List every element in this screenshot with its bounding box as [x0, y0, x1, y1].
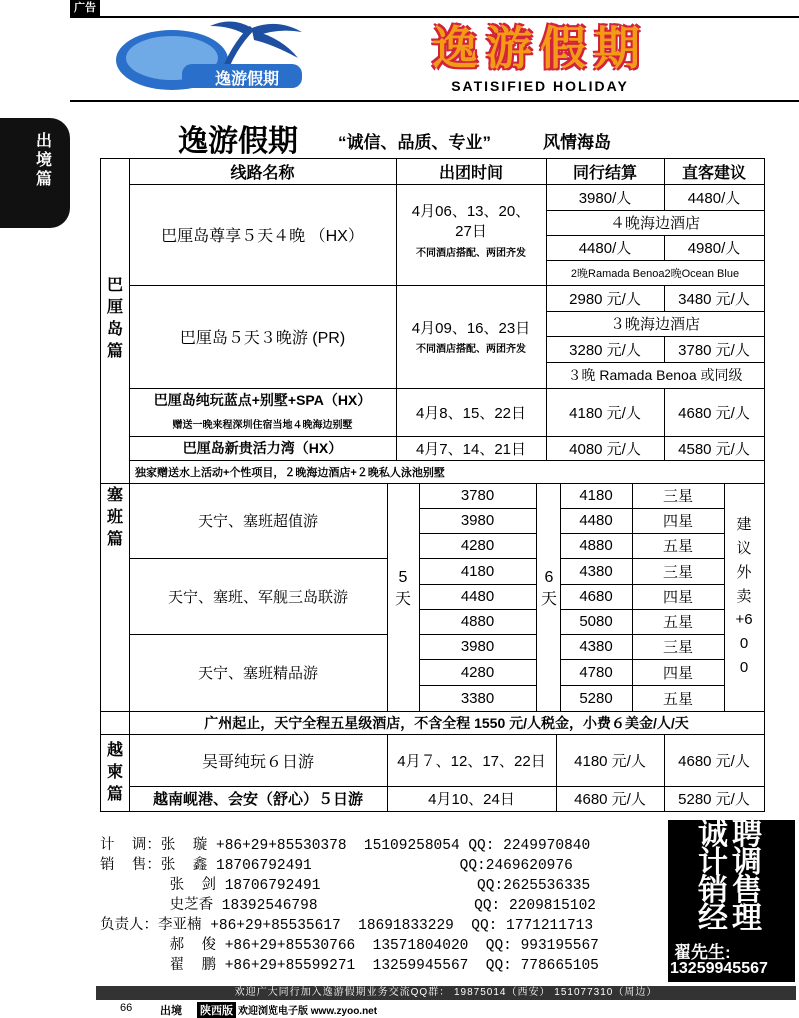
- saipan-price6: 5080: [579, 613, 613, 630]
- saipan-advice: 外: [736, 563, 752, 581]
- section-label-saipan: 塞班篇: [106, 487, 123, 548]
- saipan-price6: 5280: [579, 689, 613, 707]
- section-label-vietnam: 越柬篇: [106, 741, 123, 803]
- page-subtitle: 风情海岛: [543, 133, 611, 152]
- peer-vietnam-2: 4680 元/人: [574, 791, 646, 808]
- saipan-advice: 建: [736, 515, 752, 533]
- direct-bali-2a: 3480 元/人: [678, 290, 750, 308]
- peer-vietnam-1: 4180 元/人: [574, 752, 646, 770]
- logo-left: [112, 18, 312, 96]
- saipan-advice: 0: [739, 634, 749, 652]
- saipan-star: 三星: [662, 563, 693, 581]
- direct-vietnam-2: 5280 元/人: [678, 791, 750, 808]
- saipan-footnote: 广州起止，天宁全程五星级酒店，不含全程 1550 元/人税金，小费６美金/人/天: [204, 714, 689, 731]
- logo-right-en: SATISIFIED HOLIDAY: [451, 78, 629, 94]
- peer-bali-3: 4180 元/人: [569, 404, 641, 422]
- saipan-price6: 4380: [579, 638, 613, 655]
- section-tab: [0, 118, 70, 228]
- saipan-price5: 4280: [460, 663, 495, 681]
- contact-line: 计 调：张 璇 +86+29+85530378 15109258054 QQ: 2249970840: [100, 838, 591, 854]
- note-bali-1: 不同酒店搭配、两团齐发: [416, 247, 526, 259]
- saipan-six-day: 6天: [540, 569, 557, 608]
- note-bali-2: 不同酒店搭配、两团齐发: [416, 343, 526, 355]
- recruit-line: 计调: [698, 846, 766, 879]
- saipan-price5: 4280: [460, 537, 495, 554]
- saipan-advice: 卖: [736, 587, 752, 605]
- recruit-line: 诚聘: [698, 818, 766, 851]
- route-saipan-1: 天宁、塞班超值游: [197, 513, 318, 530]
- route-bali-3: 巴厘岛纯玩蓝点+别墅+SPA（HX）: [153, 392, 372, 408]
- logo-right-cn: 逸游假期: [432, 22, 648, 74]
- saipan-price5: 4480: [460, 588, 495, 605]
- ad-tag: 广告: [70, 0, 100, 16]
- section-tab-label: 出境篇: [36, 133, 53, 188]
- saipan-advice: +6: [735, 610, 753, 628]
- page-number: 66: [120, 1002, 133, 1014]
- saipan-price6: 4780: [579, 663, 613, 681]
- page-title: 逸游假期: [178, 125, 298, 158]
- saipan-star: 五星: [662, 690, 693, 708]
- header-date: 出团时间: [438, 165, 503, 182]
- contact-line: 销 售：张 鑫 18706792491 QQ:2469620976: [100, 858, 573, 874]
- saipan-price5: 4880: [460, 613, 495, 630]
- peer-bali-1b: 4480/人: [578, 240, 632, 257]
- date-vietnam-1: 4月７、12、17、22日: [397, 752, 546, 770]
- contact-line: 张 剑 18706792491 QQ:2625536335: [100, 878, 591, 894]
- saipan-price5: 3980: [460, 512, 495, 529]
- contact-line: 史芝香 18392546798 QQ: 2209815102: [100, 898, 596, 914]
- date-bali-1a: 4月06、13、20、: [411, 202, 531, 220]
- route-bali-4: 巴厘岛新贵活力湾（HX）: [182, 440, 343, 456]
- saipan-star: 三星: [662, 639, 693, 656]
- header-divider: [70, 100, 799, 102]
- direct-bali-4: 4580 元/人: [678, 440, 750, 458]
- saipan-advice: 0: [739, 658, 749, 676]
- saipan-star: 三星: [662, 488, 693, 505]
- saipan-star: 四星: [662, 513, 693, 530]
- logo-right: [335, 20, 745, 96]
- peer-bali-4: 4080 元/人: [569, 440, 641, 458]
- saipan-price6: 4180: [579, 487, 613, 504]
- saipan-advice: 议: [736, 539, 752, 557]
- saipan-star: 四星: [662, 589, 693, 606]
- folio-site: 欢迎浏览电子版 www.zyoo.net: [238, 1006, 378, 1017]
- qq-group-bar: 欢迎广大同行加入逸游假期业务交流QQ群： 19875014（西安） 151077310（周边）: [96, 986, 796, 1000]
- contact-list: [100, 826, 680, 978]
- date-bali-4: 4月7、14、21日: [415, 440, 527, 458]
- recruit-contact-phone: 13259945567: [670, 960, 768, 977]
- direct-vietnam-1: 4680 元/人: [678, 752, 750, 770]
- header-route: 线路名称: [230, 165, 295, 182]
- saipan-five-day: 5天: [394, 569, 411, 608]
- recruit-contact-name: 翟先生:: [674, 943, 731, 962]
- saipan-star: 四星: [662, 664, 693, 682]
- saipan-price6: 4480: [579, 512, 613, 529]
- saipan-price6: 4680: [579, 588, 613, 605]
- hotel-bali-2b: ３晚 Ramada Benoa 或同级: [567, 367, 743, 383]
- peer-bali-2a: 2980 元/人: [569, 290, 641, 308]
- contact-line: 郝 俊 +86+29+85530766 13571804020 QQ: 993195567: [100, 938, 599, 954]
- hotel-bali-2a: ３晚海边酒店: [609, 316, 700, 333]
- saipan-price6: 4880: [579, 537, 613, 554]
- saipan-price5: 4180: [460, 562, 495, 580]
- note-bali-3: 赠送一晚来程深圳住宿当地４晚海边别墅: [172, 419, 353, 431]
- route-bali-2: 巴厘岛５天３晚游 (PR): [179, 330, 346, 347]
- logo-left-text: 逸游假期: [214, 71, 279, 88]
- saipan-price6: 4380: [579, 562, 613, 580]
- date-vietnam-2: 4月10、24日: [428, 791, 515, 808]
- route-saipan-3: 天宁、塞班精品游: [197, 665, 318, 682]
- peer-bali-2b: 3280 元/人: [569, 341, 641, 359]
- section-label-bali: 巴厘岛篇: [106, 277, 123, 360]
- price-table: [100, 158, 765, 812]
- ad-tag-bar: [70, 0, 799, 18]
- recruit-box: [668, 820, 795, 982]
- page-folio: [120, 1002, 580, 1016]
- contact-line: 翟 鹏 +86+29+85599271 13259945567 QQ: 778665105: [100, 958, 599, 974]
- route-vietnam-2: 越南岘港、会安（舒心）５日游: [152, 791, 363, 808]
- direct-bali-3: 4680 元/人: [678, 404, 750, 422]
- direct-bali-1b: 4980/人: [687, 240, 741, 257]
- date-bali-3: 4月8、15、22日: [415, 404, 527, 422]
- peer-bali-1a: 3980/人: [578, 189, 632, 207]
- contact-line: 负责人：李亚楠 +86+29+85535617 18691833229 QQ: 1771211713: [100, 918, 594, 934]
- saipan-price5: 3780: [460, 487, 495, 504]
- bali-footnote: 独家赠送水上活动+个性项目，２晚海边酒店+２晚私人泳池别墅: [135, 466, 445, 479]
- date-bali-2: 4月09、16、23日: [411, 319, 531, 337]
- header-direct-price: 直客建议: [681, 165, 746, 182]
- recruit-line: 经理: [698, 902, 766, 935]
- saipan-star: 五星: [662, 614, 693, 631]
- folio-edition: 陕西版: [197, 1002, 236, 1018]
- route-bali-1: 巴厘岛尊享５天４晚 （HX）: [161, 228, 364, 245]
- route-vietnam-1: 吴哥纯玩６日游: [201, 753, 314, 771]
- saipan-price5: 3380: [460, 689, 495, 707]
- date-bali-1b: 27日: [455, 222, 487, 240]
- hotel-bali-1a: ４晚海边酒店: [609, 215, 700, 232]
- saipan-price5: 3980: [460, 638, 495, 655]
- saipan-star: 五星: [662, 538, 693, 555]
- hotel-bali-1b: 2晚Ramada Benoa2晚Ocean Blue: [570, 267, 740, 280]
- folio-section: 出境: [160, 1005, 182, 1017]
- recruit-line: 销售: [698, 874, 766, 907]
- header-peer-price: 同行结算: [572, 165, 637, 182]
- direct-bali-1a: 4480/人: [687, 189, 741, 207]
- route-saipan-2: 天宁、塞班、军舰三岛联游: [167, 588, 348, 606]
- direct-bali-2b: 3780 元/人: [678, 341, 750, 359]
- page-slogan: “诚信、品质、专业”: [338, 133, 491, 152]
